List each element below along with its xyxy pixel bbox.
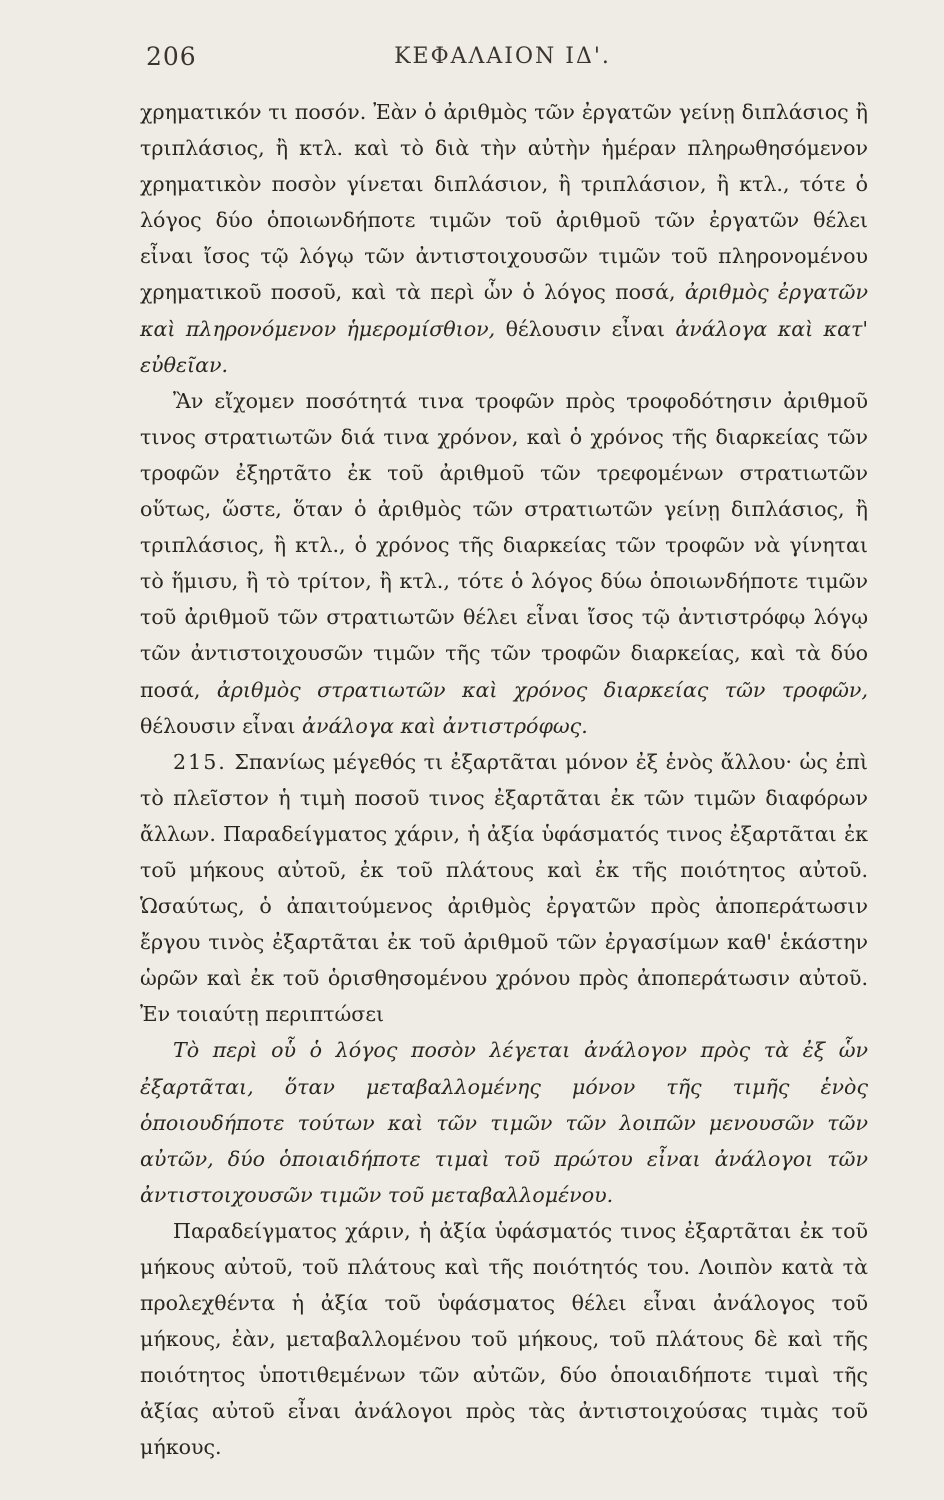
paragraph-1-text: χρηματικόν τι ποσόν. Ἐὰν ὁ ἀριθμὸς τῶν ἐργατῶν γείνῃ διπλάσιος ἢ τριπλάσιος, ἢ κτλ. καὶ τὸ διὰ τὴν αὐτὴν ἡμέραν πληρωθησόμενον χρηματικὸν ποσὸν γίνεται διπλάσιον, ἢ τριπλάσιον, ἢ κτλ., τότε ὁ λόγος δύο ὁποιωνδήποτε τιμῶν τοῦ ἀριθμοῦ τῶν ἐργατῶν θέλει εἶναι ἴσος τῷ λόγῳ τῶν ἀντιστοιχουσῶν τιμῶν τοῦ πληρονομένου χρηματικοῦ ποσοῦ, καὶ τὰ περὶ ὧν ὁ λόγος ποσά, [140,100,868,305]
paragraph-1-verb: θέλουσιν εἶναι [505,316,665,341]
section-215-text: Σπανίως μέγεθός τι ἐξαρτᾶται μόνον ἐξ ἑνὸς ἄλλου· ὡς ἐπὶ τὸ πλεῖστον ἡ τιμὴ ποσοῦ τινος ἐξαρτᾶται ἐκ τῶν τιμῶν διαφόρων ἄλλων. Παραδείγματος χάριν, ἡ ἀξία ὑφάσματός τινος ἐξαρτᾶται ἐκ τοῦ μήκους αὐτοῦ, ἐκ τοῦ πλάτους καὶ ἐκ τῆς ποιότητος αὐτοῦ. Ὡσαύτως, ὁ ἀπαιτούμενος ἀριθμὸς ἐργατῶν πρὸς ἀποπεράτωσιν ἔργου τινὸς ἐξαρτᾶται ἐκ τοῦ ἀριθμοῦ τῶν ἐργασίμων καθ' ἑκάστην ὡρῶν καὶ ἐκ τοῦ ὁρισθησομένου χρόνου πρὸς ἀποπεράτωσιν αὐτοῦ. Ἐν τοιαύτῃ περιπτώσει [140,749,869,1027]
paragraph-1-italic-conclusion: ἀνάλογα καὶ κατ' εὐθεῖαν. [140,316,869,377]
running-title: ΚΕΦΑΛΑΙΟΝ ΙΔ'. [394,44,611,69]
section-number: 215. [173,749,227,774]
paragraph-1-italic-terms: ἀριθμὸς ἐργατῶν καὶ πληρονόμενον ἡμερομίσθιον, [140,280,868,341]
section-215 [140,744,868,1033]
page-number: 206 [146,42,197,71]
paragraph-2-verb: θέλουσιν εἶναι [140,713,296,738]
page-header [140,42,865,78]
paragraph-2-text: Ἂν εἴχομεν ποσότητά τινα τροφῶν πρὸς τροφοδότησιν ἀριθμοῦ τινος στρατιωτῶν διά τινα χρόνον, καὶ ὁ χρόνος τῆς διαρκείας τῶν τροφῶν ἐξηρτᾶτο ἐκ τοῦ ἀριθμοῦ τῶν τρεφομένων στρατιωτῶν οὕτως, ὥστε, ὅταν ὁ ἀριθμὸς τῶν στρατιωτῶν γείνῃ διπλάσιος, ἢ τριπλάσιος, ἢ κτλ., ὁ χρόνος τῆς διαρκείας τῶν τροφῶν νὰ γίνηται τὸ ἥμισυ, ἢ τὸ τρίτον, ἢ κτλ., τότε ὁ λόγος δύω ὁποιωνδήποτε τιμῶν τοῦ ἀριθμοῦ τῶν στρατιωτῶν θέλει εἶναι ἴσος τῷ ἀντιστρόφῳ λόγῳ τῶν ἀντιστοιχουσῶν τιμῶν τῆς τῶν τροφῶν διαρκείας, καὶ τὰ δύο ποσά, [140,388,868,702]
paragraph-1 [140,94,868,383]
example-paragraph: Παραδείγματος χάριν, ἡ ἀξία ὑφάσματός τινος ἐξαρτᾶται ἐκ τοῦ μήκους αὐτοῦ, τοῦ πλάτους καὶ τῆς ποιότητός του. Λοιπὸν κατὰ τὰ προλεχθέντα ἡ ἀξία τοῦ ὑφάσματος θέλει εἶναι ἀνάλογος τοῦ μήκους, ἐὰν, μεταβαλλομένου τοῦ μήκους, τοῦ πλάτους δὲ καὶ τῆς ποιότητος ὑποτιθεμένων τῶν αὐτῶν, δύο ὁποιαιδήποτε τιμαὶ τῆς ἀξίας αὐτοῦ εἶναι ἀνάλογοι πρὸς τὰς ἀντιστοιχούσας τιμὰς τοῦ μήκους. [140,1218,868,1460]
definition-paragraph: Τὸ περὶ οὗ ὁ λόγος ποσὸν λέγεται ἀνάλογον πρὸς τὰ ἐξ ὧν ἐξαρτᾶται, ὅταν μεταβαλλομένης μόνον τῆς τιμῆς ἑνὸς ὁποιουδήποτε τούτων καὶ τῶν τιμῶν τῶν λοιπῶν μενουσῶν τῶν αὐτῶν, δύο ὁποιαιδήποτε τιμαὶ τοῦ πρώτου εἶναι ἀνάλογοι τῶν ἀντιστοιχουσῶν τιμῶν τοῦ μεταβαλλομένου. [140,1038,868,1207]
page-body [140,94,868,1466]
paragraph-2 [140,383,868,744]
paragraph-2-italic-terms: ἀριθμὸς στρατιωτῶν καὶ χρόνος διαρκείας τῶν τροφῶν, [216,677,868,702]
paragraph-2-italic-conclusion: ἀνάλογα καὶ ἀντιστρόφως. [302,713,588,738]
